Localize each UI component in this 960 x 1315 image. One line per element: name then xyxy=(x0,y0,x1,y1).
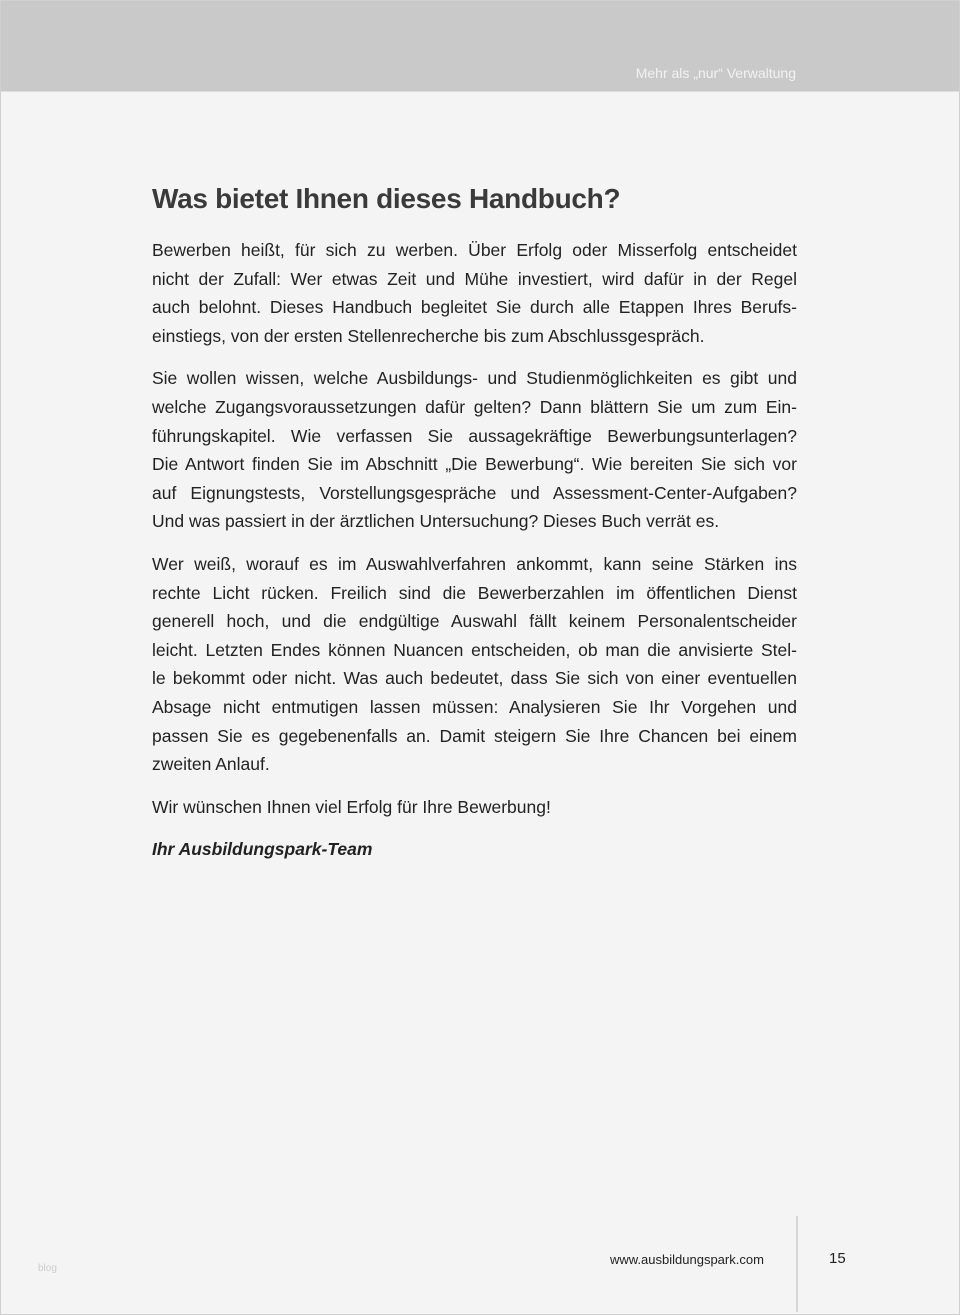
text-line: welche Zugangsvoraussetzungen dafür gelten? Dann blättern Sie um zum Ein- xyxy=(152,396,797,417)
text-line: einstiegs, von der ersten Stellenrecherche bis zum Abschlussgespräch. xyxy=(152,325,705,346)
text-line: zweiten Anlauf. xyxy=(152,754,270,775)
page-number: 15 xyxy=(829,1250,846,1267)
text-line: rechte Licht rücken. Freilich sind die Bewerberzahlen im öffentlichen Dienst xyxy=(152,582,797,603)
footer-url: www.ausbildungspark.com xyxy=(610,1252,764,1267)
text-line: Die Antwort finden Sie im Abschnitt „Die Bewerbung“. Wie bereiten Sie sich vor xyxy=(152,454,797,475)
text-line: Und was passiert in der ärztlichen Untersuchung? Dieses Buch verrät es. xyxy=(152,511,720,532)
text-line: generell hoch, und die endgültige Auswahl fällt keinem Personalentscheider xyxy=(152,611,797,632)
text-line: passen Sie es gegebenenfalls an. Damit steigern Sie Ihre Chancen bei einem xyxy=(152,725,797,746)
text-line: auf Eignungstests, Vorstellungsgespräche und Assessment-Center-Aufgaben? xyxy=(152,482,797,503)
paragraph xyxy=(152,793,797,822)
page-header xyxy=(1,1,959,92)
text-line: le bekommt oder nicht. Was auch bedeutet, dass Sie sich von einer eventuellen xyxy=(152,668,797,689)
footer-divider xyxy=(796,1216,798,1312)
text-line: Absage nicht entmutigen lassen müssen: Analysieren Sie Ihr Vorgehen und xyxy=(152,696,797,717)
text-line: auch belohnt. Dieses Handbuch begleitet Sie durch alle Etappen Ihres Berufs- xyxy=(152,297,797,318)
text-line: Sie wollen wissen, welche Ausbildungs- und Studienmöglichkeiten es gibt und xyxy=(152,368,797,389)
paragraph xyxy=(152,364,797,536)
watermark: blog xyxy=(38,1263,57,1274)
text-line: Wer weiß, worauf es im Auswahlverfahren ankommt, kann seine Stärken ins xyxy=(152,553,797,574)
paragraph xyxy=(152,236,797,350)
text-line: leicht. Letzten Endes können Nuancen entscheiden, ob man die anvisierte Stel- xyxy=(152,639,797,660)
text-line: führungskapitel. Wie verfassen Sie aussagekräftige Bewerbungsunterlagen? xyxy=(152,425,797,446)
text-line: nicht der Zufall: Wer etwas Zeit und Mühe investiert, wird dafür in der Regel xyxy=(152,268,797,289)
paragraph xyxy=(152,550,797,779)
text-line: Wir wünschen Ihnen viel Erfolg für Ihre Bewerbung! xyxy=(152,796,551,817)
text-line: Bewerben heißt, für sich zu werben. Über Erfolg oder Misserfolg entscheidet xyxy=(152,240,797,260)
signature: Ihr Ausbildungspark-Team xyxy=(152,839,373,860)
page-title: Was bietet Ihnen dieses Handbuch? xyxy=(152,183,621,214)
body-text xyxy=(152,236,797,878)
running-title: Mehr als „nur“ Verwaltung xyxy=(635,65,796,81)
